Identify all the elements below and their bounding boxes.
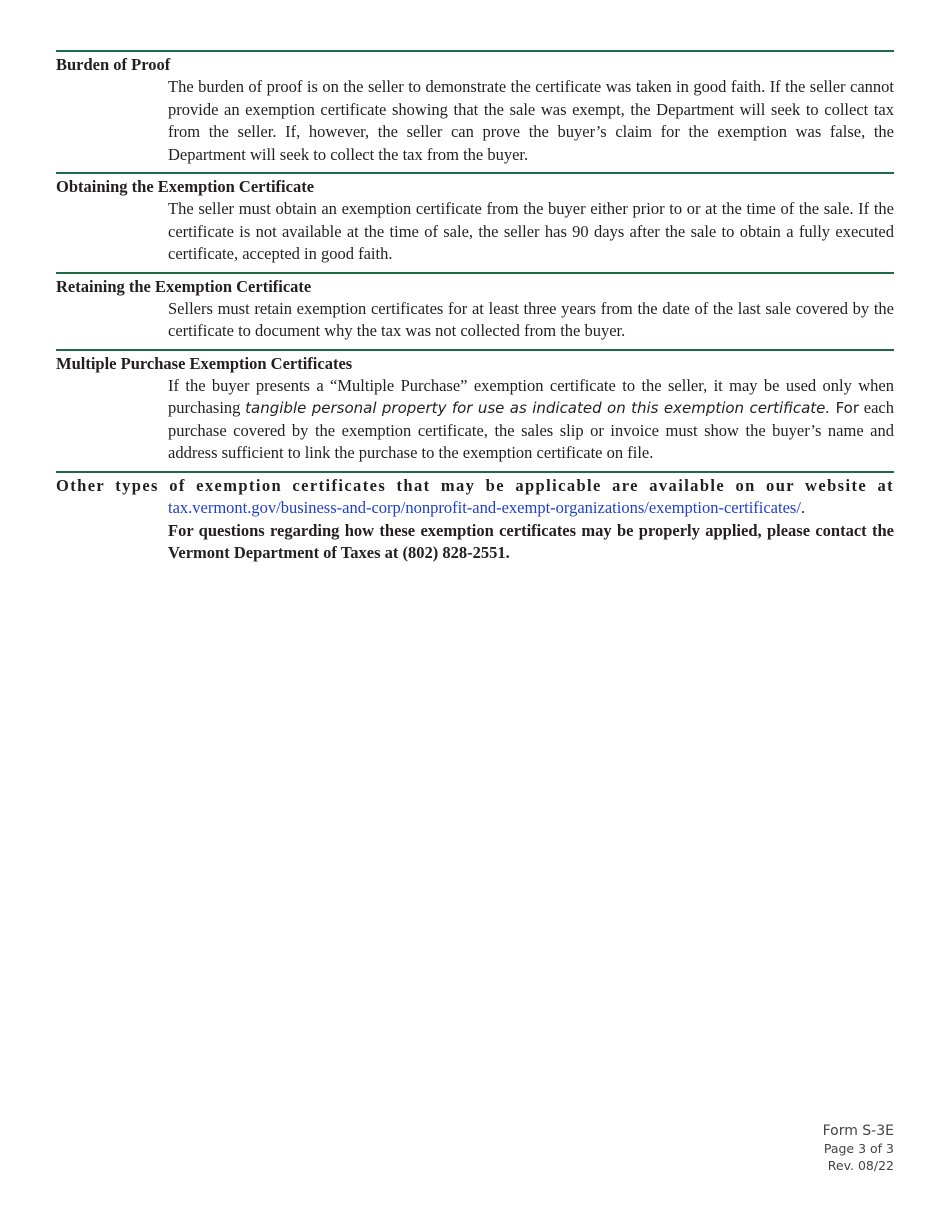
form-number: Form S-3E [822, 1123, 894, 1139]
paragraph-text: each purchase covered by the exemption certificate, the sales slip or invoice must show the buyer’s name and address sufficient to link the purchase to the exemption certificate on file. [168, 398, 894, 462]
section-heading: Multiple Purchase Exemption Certificates [56, 353, 353, 373]
closing-details [168, 497, 894, 565]
section-heading: Obtaining the Exemption Certificate [56, 177, 315, 196]
closing-line: Other types of exemption certificates that may be applicable are available on our website at [56, 475, 894, 495]
document-content [56, 50, 894, 565]
section-retaining-certificate [56, 272, 894, 349]
contact-text: For questions regarding how these exemption certificates may be properly applied, please contact the Vermont Department of Taxes at (802) 828-2551. [168, 520, 894, 562]
exemption-certificates-link[interactable]: tax.vermont.gov/business-and-corp/nonprofit-and-exempt-organizations/exemption-certificates/ [168, 498, 801, 517]
paragraph-text-for: For [830, 399, 860, 417]
section-obtaining-certificate [56, 172, 894, 272]
section-paragraph: The burden of proof is on the seller to demonstrate the certificate was taken in good faith. If the seller cannot provide an exemption certificate showing that the sale was exempt, the Department will seek to collect tax from the seller. If, however, the seller can prove the buyer’s claim for the exemption was false, the Department will seek to collect the tax from the buyer. [168, 77, 894, 164]
revision-date: Rev. 08/22 [827, 1158, 894, 1173]
section-heading: Burden of Proof [56, 55, 171, 74]
closing-note [56, 471, 894, 565]
page-footer [823, 1122, 894, 1174]
page-number: Page 3 of 3 [823, 1141, 894, 1156]
section-multiple-purchase [56, 349, 894, 471]
section-burden-of-proof [56, 50, 894, 172]
section-paragraph [168, 375, 894, 465]
section-paragraph: The seller must obtain an exemption certificate from the buyer either prior to or at the time of the sale. If the certificate is not available at the time of sale, the seller has 90 days after the sale to obtain a fully executed certificate, accepted in good faith. [168, 199, 894, 263]
link-suffix: . [800, 498, 806, 517]
paragraph-text: If the buyer presents a “Multiple Purchase” exemption certificate to the seller, it may be used only when purchasing [168, 375, 894, 417]
paragraph-italic-text: tangible personal property for use as indicated on this exemption certificate. [245, 399, 831, 417]
section-paragraph: Sellers must retain exemption certificates for at least three years from the date of the last sale covered by the certificate to document why the tax was not collected from the buyer. [168, 298, 894, 340]
section-heading: Retaining the Exemption Certificate [56, 276, 312, 296]
